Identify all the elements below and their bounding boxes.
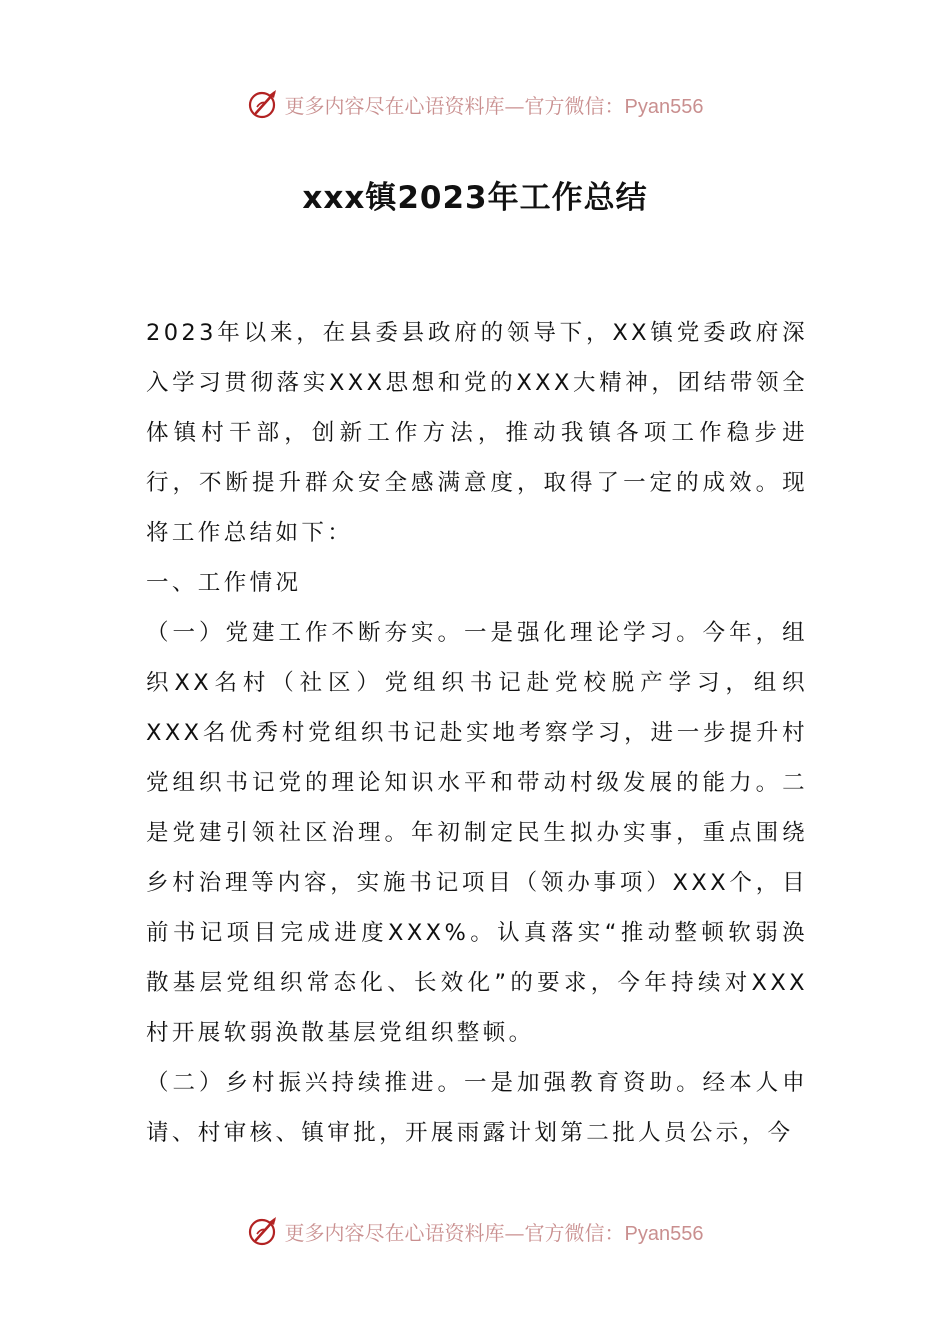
pen-circle-logo-icon — [247, 1214, 281, 1248]
paragraph-party-building: （一）党建工作不断夯实。一是强化理论学习。今年，组织XX名村（社区）党组织书记赴党校脱产学习，组织XXX名优秀村党组织书记赴实地考察学习，进一步提升村党组织书记党的理论知识水平和带动村级发展的能力。二是党建引领社区治理。年初制定民生拟办实事，重点围绕乡村治理等内容，实施书记项目（领办事项）XXX个，目前书记项目完成进度XXX%。认真落实“推动整顿软弱涣散基层党组织常态化、长效化”的要求，今年持续对XXX村开展软弱涣散基层党组织整顿。 — [146, 620, 808, 1046]
pen-circle-logo-icon — [247, 87, 281, 121]
paragraph-intro: 2023年以来，在县委县政府的领导下，XX镇党委政府深入学习贯彻落实XXX思想和党的XXX大精神，团结带领全体镇村干部，创新工作方法，推动我镇各项工作稳步进行，不断提升群众安全感满意度，取得了一定的成效。现将工作总结如下： — [146, 320, 808, 546]
section-heading: 一、工作情况 — [146, 570, 302, 596]
document-title: xxx镇2023年工作总结 — [302, 180, 648, 216]
document-body — [146, 308, 808, 1158]
paragraph-rural-revitalization: （二）乡村振兴持续推进。一是加强教育资助。经本人申请、村审核、镇审批，开展雨露计划第二批人员公示，今 — [146, 1070, 808, 1146]
watermark-label: 更多内容尽在心语资料库—官方微信： — [284, 1220, 625, 1245]
footer-watermark — [0, 1211, 950, 1251]
watermark-wechat-id: Pyan556 — [624, 95, 704, 118]
watermark-label: 更多内容尽在心语资料库—官方微信： — [284, 93, 625, 118]
watermark-wechat-id: Pyan556 — [624, 1222, 704, 1245]
header-watermark — [0, 84, 950, 124]
